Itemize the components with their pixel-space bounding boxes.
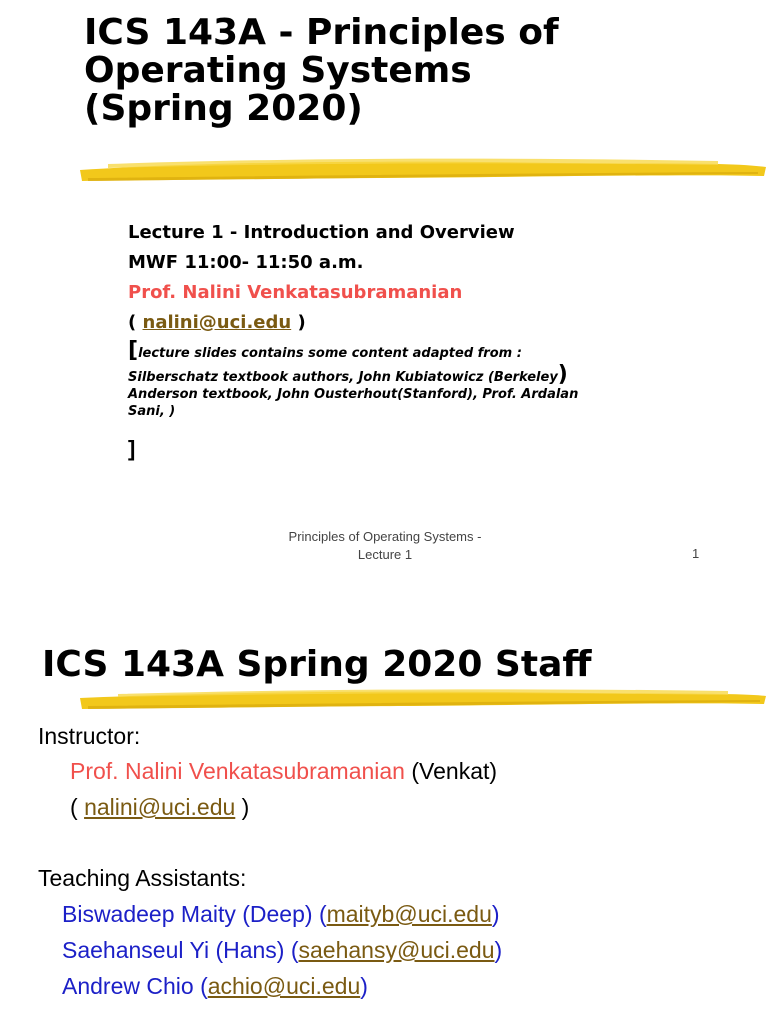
credits-line-4: Sani, ): [128, 404, 176, 419]
ta-close-paren: ): [491, 901, 500, 927]
ta-close-paren: ): [494, 937, 503, 963]
slide1-title-line-3: (Spring 2020): [84, 88, 363, 129]
instructor-line: [70, 757, 497, 785]
instructor-heading: Instructor:: [38, 723, 141, 749]
professor-email-link[interactable]: nalini@uci.edu: [142, 312, 292, 333]
yellow-highlighter-stroke: [78, 150, 768, 186]
ta-email-link[interactable]: saehansy@uci.edu: [298, 937, 495, 963]
page-number: 1: [692, 546, 700, 561]
lecture-title: Lecture 1 - Introduction and Overview: [128, 222, 515, 243]
slide1-title: [84, 14, 724, 128]
ta-email-link[interactable]: achio@uci.edu: [207, 973, 361, 999]
yellow-highlighter-stroke-2: [78, 682, 768, 714]
credits-paren: ): [557, 362, 568, 387]
email-close-paren: ): [291, 312, 306, 333]
instructor-email-link[interactable]: nalini@uci.edu: [84, 794, 236, 820]
ta-email-link[interactable]: maityb@uci.edu: [326, 901, 492, 927]
ta-item: [62, 900, 500, 928]
ta-name: Biswadeep Maity (Deep) (: [62, 901, 327, 927]
ta-name: Andrew Chio (: [62, 973, 208, 999]
ta-heading: Teaching Assistants:: [38, 865, 247, 891]
slide1-title-line-2: Operating Systems: [84, 50, 472, 91]
credits-open-bracket: [: [128, 338, 139, 363]
footer-line-1: Principles of Operating Systems -: [288, 529, 482, 544]
ta-item: [62, 972, 368, 1000]
instructor-email-line: [70, 793, 249, 821]
ta-close-paren: ): [360, 973, 368, 999]
credits-line-2: [128, 362, 648, 387]
slide2-title: ICS 143A Spring 2020 Staff: [42, 644, 592, 685]
instructor-email-open: (: [70, 794, 85, 820]
credits-block: [128, 338, 648, 420]
credits-text-2: Silberschatz textbook authors, John Kubiatowicz (Berkeley: [128, 370, 558, 385]
ta-item: [62, 936, 502, 964]
footer-line-2: Lecture 1: [357, 547, 413, 562]
credits-line-1: [128, 338, 648, 363]
lecture-schedule: MWF 11:00- 11:50 a.m.: [128, 252, 364, 273]
email-open-paren: (: [128, 312, 143, 333]
slide-footer: [250, 528, 520, 564]
instructor-email-close: ): [235, 794, 250, 820]
instructor-name: Prof. Nalini Venkatasubramanian: [70, 758, 405, 784]
instructor-nickname: (Venkat): [404, 758, 498, 784]
slide1-title-line-1: ICS 143A - Principles of: [84, 12, 559, 53]
ta-name: Saehanseul Yi (Hans) (: [62, 937, 299, 963]
professor-name: Prof. Nalini Venkatasubramanian: [128, 282, 463, 303]
credits-line-3: Anderson textbook, John Ousterhout(Stanford), Prof. Ardalan: [128, 387, 579, 402]
professor-email-line: [128, 312, 306, 334]
credits-close-bracket: ]: [128, 436, 136, 461]
credits-text-1: lecture slides contains some content adapted from :: [138, 346, 522, 361]
